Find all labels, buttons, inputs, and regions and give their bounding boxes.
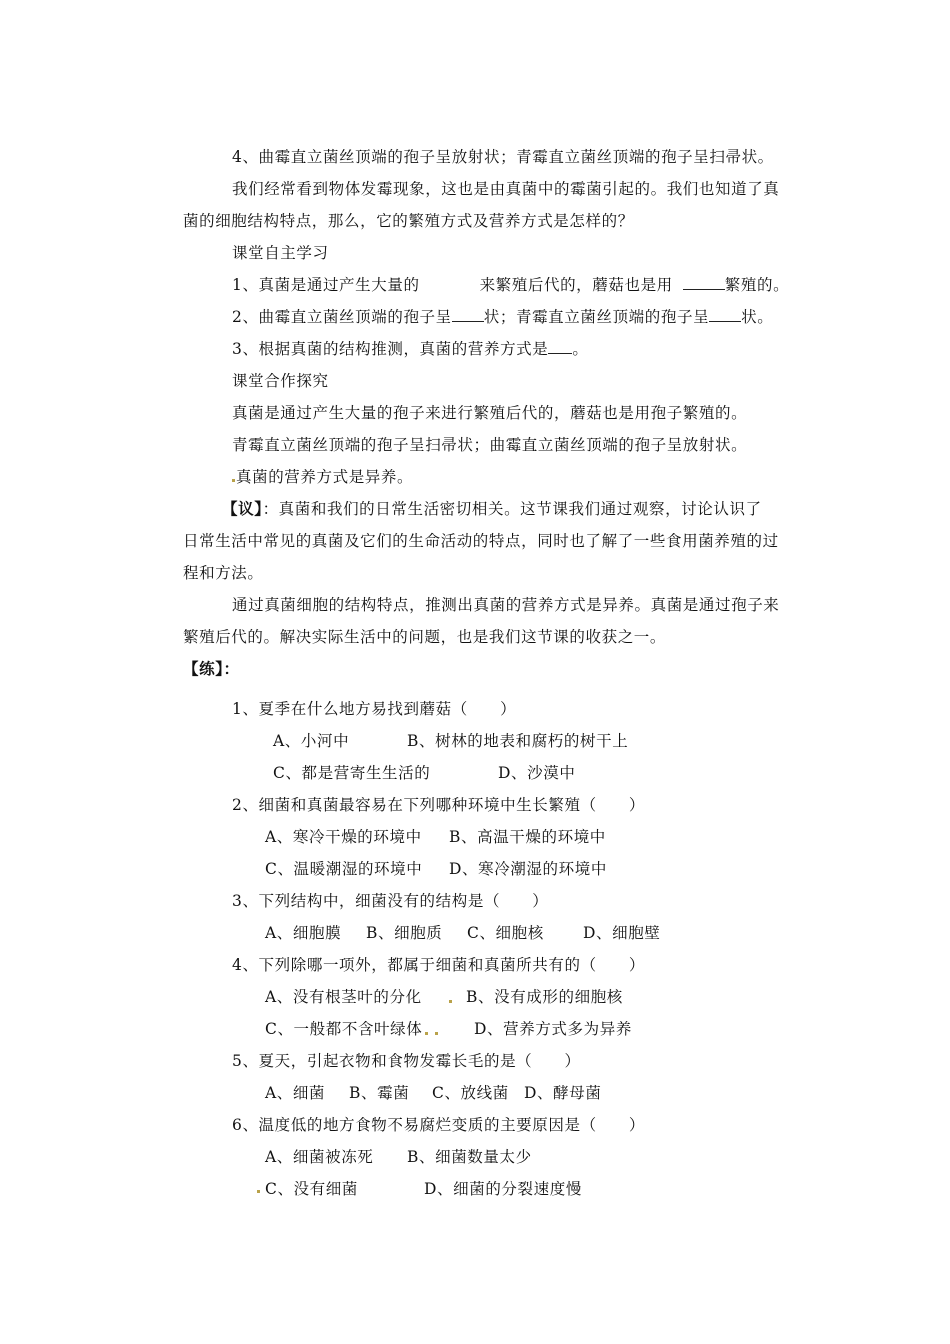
self-study-q2 [232, 307, 773, 327]
q2-part-a: 2、曲霉直立菌丝顶端的孢子呈 [232, 308, 452, 326]
question-6-stem: 6、温度低的地方食物不易腐烂变质的主要原因是（ ） [232, 1116, 645, 1134]
q1-part-c: 繁殖的。 [724, 276, 790, 294]
question-2-option-c: C、温暖潮湿的环境中 [265, 860, 423, 878]
intro-line-4: 4、曲霉直立菌丝顶端的孢子呈放射状；青霉直立菌丝顶端的孢子呈扫帚状。 [232, 148, 774, 166]
question-2-option-a: A、寒冷干燥的环境中 [265, 828, 422, 846]
intro-paragraph: 我们经常看到物体发霉现象，这也是由真菌中的霉菌引起的。我们也知道了真 [232, 180, 780, 198]
self-study-heading: 课堂自主学习 [232, 244, 329, 262]
question-4-option-d: D、营养方式多为异养 [474, 1020, 632, 1038]
question-3-option-a: A、细胞膜 [265, 924, 342, 942]
cooperative-line-3-text: 真菌的营养方式是异养。 [236, 468, 414, 486]
question-3-stem: 3、下列结构中，细菌没有的结构是（ ） [232, 892, 549, 910]
question-6-option-d: D、细菌的分裂速度慢 [424, 1180, 582, 1198]
question-3-option-b: B、细胞质 [366, 924, 443, 942]
question-5-option-a: A、细菌 [265, 1084, 326, 1102]
q1-part-b: 来繁殖后代的，蘑菇也是用 [479, 276, 673, 294]
question-1-option-d: D、沙漠中 [498, 764, 576, 782]
self-study-q1 [232, 275, 789, 295]
question-3-option-c: C、细胞核 [467, 924, 544, 942]
self-study-q3 [232, 339, 588, 359]
practice-label: 【练】： [183, 659, 240, 678]
cooperative-line-2: 青霉直立菌丝顶端的孢子呈扫帚状；曲霉直立菌丝顶端的孢子呈放射状。 [232, 436, 748, 454]
q3-blank [548, 339, 572, 354]
mark-dot [425, 1032, 428, 1035]
cooperative-line-3 [232, 467, 413, 487]
q2-part-c: 状。 [741, 308, 774, 326]
discuss-para2-line-1: 通过真菌细胞的结构特点，推测出真菌的营养方式是异养。真菌是通过孢子来 [232, 596, 780, 614]
discuss-line-2: 日常生活中常见的真菌及它们的生命活动的特点，同时也了解了一些食用菌养殖的过 [183, 532, 779, 550]
question-5-option-b: B、霉菌 [349, 1084, 410, 1102]
discuss-para2-line-2: 繁殖后代的。解决实际生活中的问题，也是我们这节课的收获之一。 [183, 628, 667, 646]
mark-dot [435, 1032, 438, 1035]
q1-blank [683, 275, 725, 290]
q3-part-a: 3、根据真菌的结构推测，真菌的营养方式是 [232, 340, 549, 358]
intro-paragraph-cont: 菌的细胞结构特点，那么，它的繁殖方式及营养方式是怎样的？ [183, 212, 634, 230]
question-2-option-d: D、寒冷潮湿的环境中 [449, 860, 607, 878]
question-1-option-b: B、树林的地表和腐朽的树干上 [407, 732, 629, 750]
question-6-option-b: B、细菌数量太少 [407, 1148, 532, 1166]
question-6-option-a: A、细菌被冻死 [265, 1148, 374, 1166]
q3-part-b: 。 [572, 340, 589, 358]
cooperative-heading: 课堂合作探究 [232, 372, 329, 390]
question-1-option-a: A、小河中 [273, 732, 350, 750]
discuss-line-1 [222, 499, 762, 519]
question-5-option-d: D、酵母菌 [524, 1084, 602, 1102]
q2-part-b: 状；青霉直立菌丝顶端的孢子呈 [483, 308, 710, 326]
question-3-option-d: D、细胞壁 [583, 924, 661, 942]
question-4-stem: 4、下列除哪一项外，都属于细菌和真菌所共有的（ ） [232, 956, 645, 974]
question-4-option-a: A、没有根茎叶的分化 [265, 988, 422, 1006]
discuss-line-3: 程和方法。 [183, 564, 264, 582]
discuss-text-1: ：真菌和我们的日常生活密切相关。这节课我们通过观察，讨论认识了 [262, 500, 762, 518]
q1-part-a: 1、真菌是通过产生大量的 [232, 276, 420, 294]
question-2-option-b: B、高温干燥的环境中 [449, 828, 606, 846]
q2-blank-2 [709, 307, 741, 322]
mark-dot [449, 1000, 452, 1003]
question-5-option-c: C、放线菌 [432, 1084, 509, 1102]
question-1-option-c: C、都是营寄生生活的 [273, 764, 431, 782]
question-1-stem: 1、夏季在什么地方易找到蘑菇（ ） [232, 700, 517, 718]
question-5-stem: 5、夏天，引起衣物和食物发霉长毛的是（ ） [232, 1052, 581, 1070]
question-4-option-b: B、没有成形的细胞核 [466, 988, 623, 1006]
discuss-label: 【议】 [222, 499, 263, 518]
question-4-option-c: C、一般都不含叶绿体 [265, 1020, 423, 1038]
mark-dot [257, 1190, 260, 1193]
question-2-stem: 2、细菌和真菌最容易在下列哪种环境中生长繁殖（ ） [232, 796, 645, 814]
q2-blank-1 [452, 307, 484, 322]
question-6-option-c: C、没有细菌 [265, 1180, 358, 1198]
cooperative-line-1: 真菌是通过产生大量的孢子来进行繁殖后代的，蘑菇也是用孢子繁殖的。 [232, 404, 748, 422]
mark-dot [232, 479, 235, 482]
